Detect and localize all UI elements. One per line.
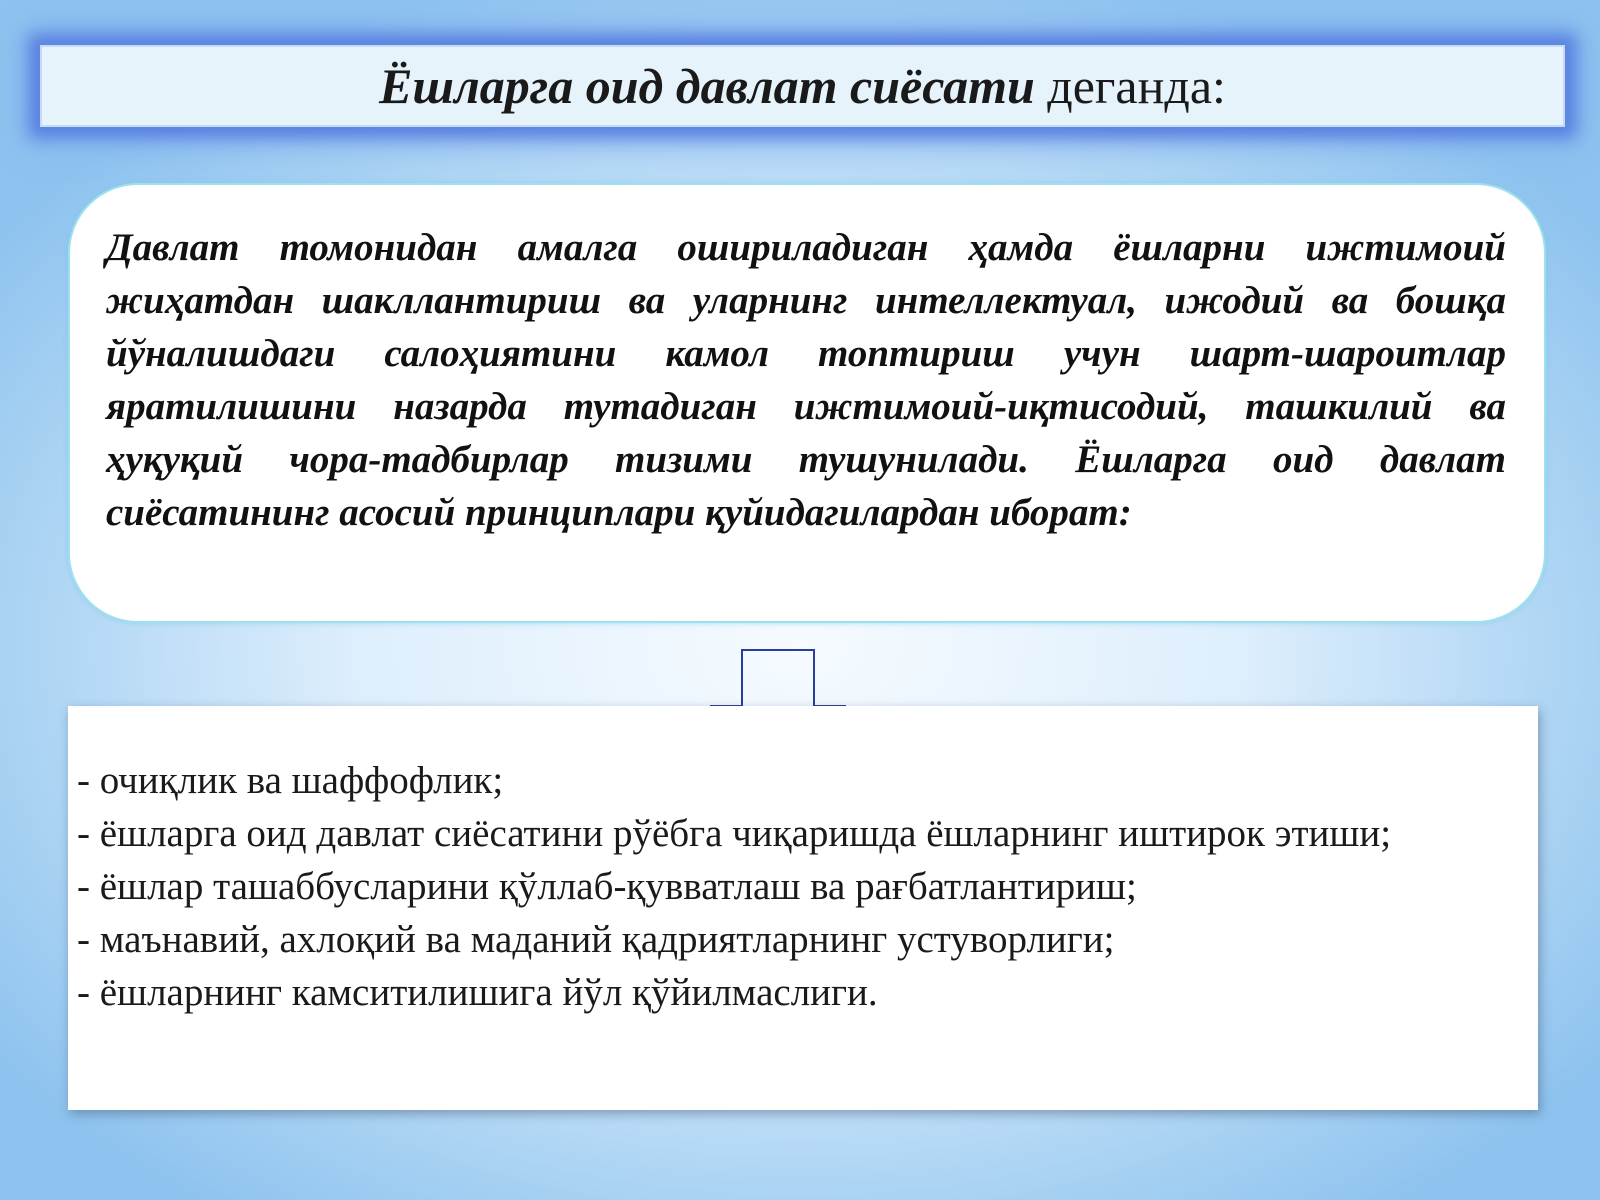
page-title [379, 57, 1226, 115]
list-item: - очиқлик ва шаффофлик; [77, 759, 504, 802]
principles-box [68, 706, 1538, 1110]
list-item: - ёшларга оид давлат сиёсатини рўёбга чиқаришда ёшларнинг иштирок этиши; [77, 812, 1392, 855]
definition-text: Давлат томонидан амалга ошириладиган ҳамда ёшларни ижтимоий жиҳатдан шакллантириш ва уларнинг интеллектуал, ижодий ва бошқа йўналишдаги салоҳиятини камол топтириш учун шарт-шароитлар яратилишини назарда тутадиган ижтимоий-иқтисодий, ташкилий ва ҳуқуқий чора-тадбирлар тизими тушунилади. Ёшларга оид давлат сиёсатининг асосий принциплари қуйидагилардан иборат: [106, 226, 1506, 534]
title-suffix: деганда: [1034, 58, 1226, 114]
title-emphasis: Ёшларга оид давлат сиёсати [379, 58, 1035, 114]
connector-line [710, 650, 846, 706]
definition-box [68, 183, 1546, 623]
list-item: - ёшларнинг камситилишига йўл қўйилмаслиги. [77, 971, 878, 1014]
list-item: - ёшлар ташаббусларини қўллаб-қувватлаш ва рағбатлантириш; [77, 865, 1137, 908]
title-bar [40, 45, 1565, 127]
connector-bracket-icon [708, 646, 848, 708]
principles-list [77, 754, 1528, 1019]
list-item: - маънавий, ахлоқий ва маданий қадриятларнинг устуворлиги; [77, 918, 1115, 961]
